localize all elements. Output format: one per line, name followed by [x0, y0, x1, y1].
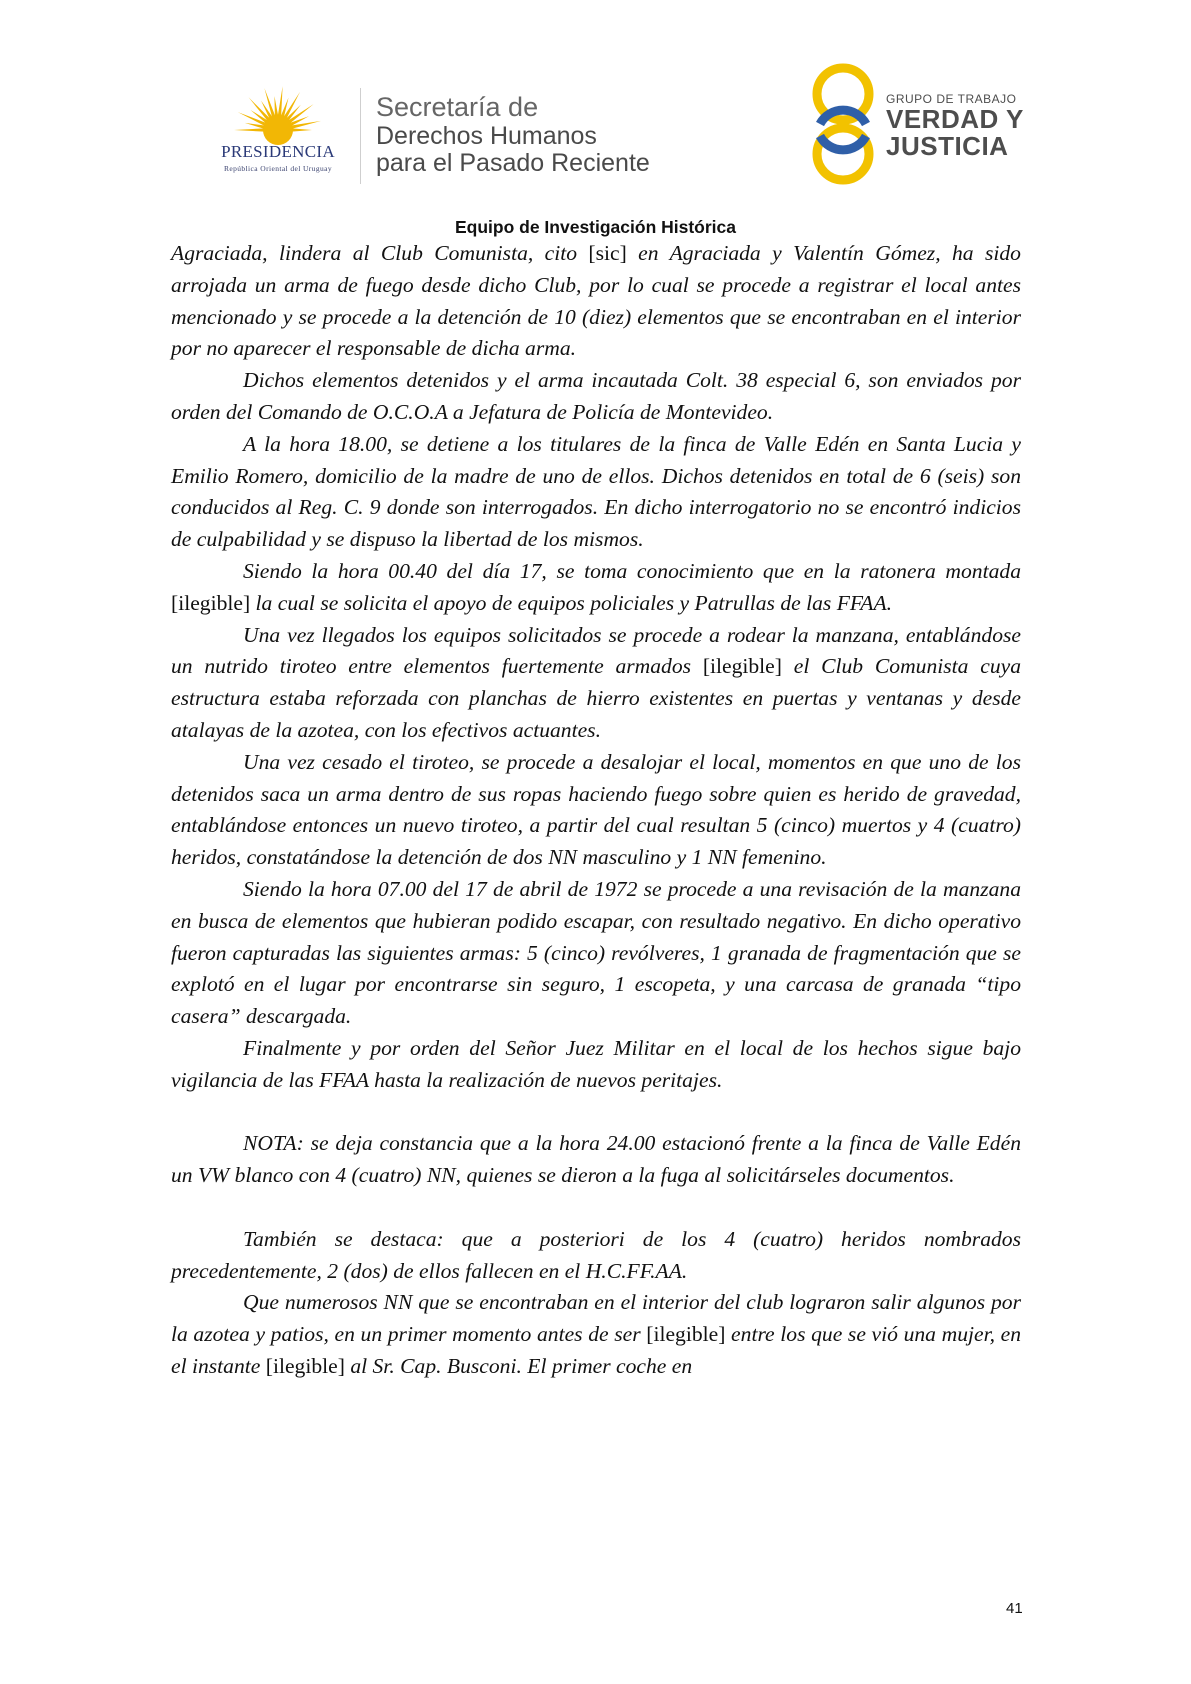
sun-ray — [274, 96, 278, 116]
paragraph-8: Finalmente y por orden del Señor Juez Militar en el local de los hechos sigue bajo vigilancia de las FFAA hasta la realización de nuevos peritajes. — [171, 1035, 1021, 1092]
paragraph-7: Siendo la hora 07.00 del 17 de abril de 1972 se procede a una revisación de la manzana en busca de elementos que hubieran podido escapar, con resultado negativo. En dicho operativo fueron capturadas las siguientes armas: 5 (cinco) revólveres, 1 granada de fragmentación que se explotó en el lugar por encontrarse sin seguro, 1 escopeta, y una carcasa de granada “tipo casera” descargada. — [171, 876, 1021, 1029]
editor-note: [ilegible] — [265, 1353, 345, 1378]
secretaria-line-1: Secretaría de — [376, 92, 539, 122]
document-body — [171, 238, 1021, 1383]
sun-ray — [234, 128, 264, 131]
verdad-justicia-wordmark — [886, 92, 1024, 159]
editor-note: [ilegible] — [702, 654, 782, 679]
header-divider — [360, 88, 361, 184]
paragraph-spacer — [171, 1192, 1021, 1224]
editor-note: [sic] — [588, 241, 627, 265]
paragraph-11: Que numerosos NN que se encontraban en el interior del club lograron salir algunos por la azotea y patios, en un primer momento antes de ser [ilegible] entre los que se vió una mujer, en el instante [ilegible] al Sr. Cap. Busconi. El primer coche en — [171, 1290, 1022, 1378]
sun-ray — [264, 88, 275, 117]
secretaria-title — [376, 92, 650, 176]
verdad-justicia-rings-logo — [808, 62, 878, 188]
sun-ray — [278, 86, 283, 116]
paragraph-9: NOTA: se deja constancia que a la hora 24.00 estacionó frente a la finca de Valle Edén un VW blanco con 4 (cuatro) NN, quienes se dieron a la fuga al solicitárseles documentos. — [171, 1131, 1021, 1188]
paragraph-1: Agraciada, lindera al Club Comunista, cito [sic] en Agraciada y Valentín Gómez, ha sido arrojada un arma de fuego desde dicho Club, por lo cual se procede a registrar el local antes mencionado y se procede a la detención de 10 (diez) elementos que se encontraban en el interior por no aparecer el responsable de dicha arma. — [171, 241, 1021, 361]
paragraph-10: También se destaca: que a posteriori de los 4 (cuatro) heridos nombrados precedentemente, 2 (dos) de ellos fallecen en el H.C.FF.AA. — [171, 1226, 1021, 1283]
gtvj-line-3: JUSTICIA — [886, 131, 1009, 161]
secretaria-line-2: Derechos Humanos — [376, 122, 597, 150]
editor-note: [ilegible] — [171, 590, 251, 615]
paragraph-5: Una vez llegados los equipos solicitados se procede a rodear la manzana, entablándose un nutrido tiroteo entre elementos fuertemente armados [ilegible] el Club Comunista cuya estructura estaba reforzada con planchas de hierro existentes en puertas y ventanas y desde atalayas de la azotea, con los efectivos actuantes. — [171, 622, 1021, 742]
gtvj-line-2: VERDAD Y — [886, 104, 1024, 134]
paragraph-2: Dichos elementos detenidos y el arma incautada Colt. 38 especial 6, son enviados por orden del Comando de O.C.O.A a Jefatura de Policía de Montevideo. — [171, 368, 1021, 424]
paragraph-4: Siendo la hora 00.40 del día 17, se toma conocimiento que en la ratonera montada [ilegible] la cual se solicita el apoyo de equipos policiales y Patrullas de las FFAA. — [171, 558, 1021, 615]
paragraph-3: A la hora 18.00, se detiene a los titulares de la finca de Valle Edén en Santa Lucia y Emilio Romero, domicilio de la madre de uno de ellos. Dichos detenidos en total de 6 (seis) son conducidos al Reg. C. 9 donde son interrogados. En dicho interrogatorio no se encontró indicios de culpabilidad y se dispuso la libertad de los mismos. — [171, 431, 1021, 552]
letterhead — [0, 0, 1191, 237]
sun-disc — [263, 115, 293, 145]
paragraph-spacer — [171, 1097, 1021, 1129]
presidencia-subtitle: República Oriental del Uruguay — [223, 164, 332, 173]
page-number: 41 — [1006, 1600, 1023, 1617]
gtvj-line-1: GRUPO DE TRABAJO — [886, 92, 1017, 106]
team-heading: Equipo de Investigación Histórica — [454, 217, 737, 237]
paragraph-6: Una vez cesado el tiroteo, se procede a desalojar el local, momentos en que uno de los detenidos saca un arma dentro de sus ropas haciendo fuego sobre quien es herido de gravedad, entablándose entonces un nuevo tiroteo, a partir del cual resultan 5 (cinco) muertos y 4 (cuatro) heridos, constatándose la detención de dos NN masculino y 1 NN femenino. — [171, 749, 1021, 870]
secretaria-line-3: para el Pasado Reciente — [376, 149, 650, 177]
editor-note: [ilegible] — [646, 1322, 726, 1347]
sun-ray — [292, 128, 312, 131]
presidencia-wordmark: PRESIDENCIA — [221, 142, 335, 161]
